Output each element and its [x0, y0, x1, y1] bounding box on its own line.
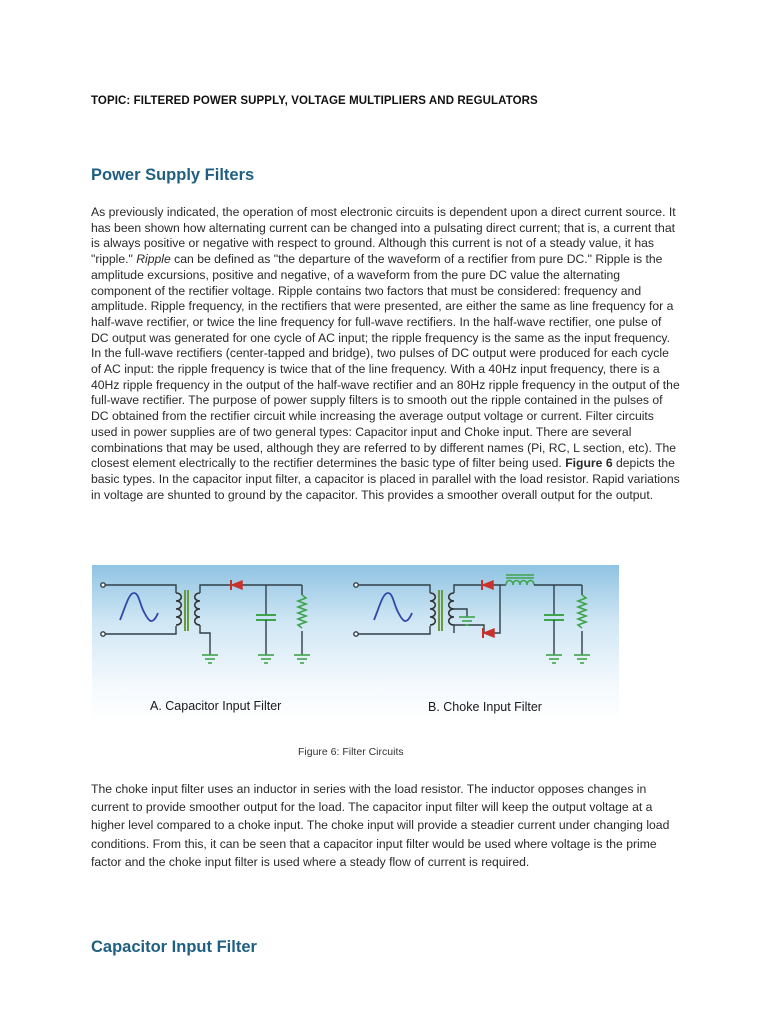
ripple-term: Ripple: [136, 252, 171, 267]
figure-label-capacitor-input-filter: A. Capacitor Input Filter: [150, 699, 282, 713]
document-topic: TOPIC: FILTERED POWER SUPPLY, VOLTAGE MULTIPLIERS AND REGULATORS: [91, 95, 538, 107]
filter-circuits-figure: [92, 565, 619, 724]
paragraph-text: As previously indicated, the operation of most electronic circuits is dependent upon a direct current source. It has been shown how alternating current can be changed into a pulsating direct current; that is, a current that is always positive or negative with respect to ground. Although this current is not of a steady value, it has "ripple.": [91, 205, 676, 267]
section-heading-power-supply-filters: Power Supply Filters: [91, 166, 255, 184]
paragraph-text: can be defined as "the departure of the waveform of a rectifier from pure DC." Ripple is the amplitude excursions, positive and negative, of a waveform from the pure DC value the alternating component of the rectifier voltage. Ripple contains two factors that must be considered: frequency and amplitude. Ripple frequency, in the rectifiers that were presented, are either the same as line frequency for a half-wave rectifier, or twice the line frequency for full-wave rectifiers. In the half-wave rectifier, one pulse of DC output was generated for one cycle of AC input; the ripple frequency is the same as the input frequency. In the full-wave rectifiers (center-tapped and bridge), two pulses of DC output were produced for each cycle of AC input: the ripple frequency is twice that of the line frequency. With a 40Hz input frequency, there is a 40Hz ripple frequency in the output of the half-wave rectifier and an 80Hz ripple frequency in the output of the full-wave rectifier. The purpose of power supply filters is to smooth out the ripple contained in the pulses of DC obtained from the rectifier circuit while increasing the average output voltage or current. Filter circuits used in power supplies are of two general types: Capacitor input and Choke input. There are several combinations that may be used, although they are referred to by different names (Pi, RC, L section, etc). The closest element electrically to the rectifier determines the basic type of filter being used.: [91, 252, 680, 471]
figure-reference: Figure 6: [565, 456, 613, 471]
figure-label-choke-input-filter: B. Choke Input Filter: [428, 700, 542, 714]
paragraph-ripple-intro: [91, 205, 681, 503]
paragraph-text: depicts the basic types. In the capacitor input filter, a capacitor is placed in parallel with the load resistor. Rapid variations in voltage are shunted to ground by the capacitor. This provides a smoother overall output for the output.: [91, 456, 680, 502]
paragraph-choke-vs-capacitor: The choke input filter uses an inductor in series with the load resistor. The inductor opposes changes in current to provide smoother output for the load. The capacitor input filter will keep the output voltage at a higher level compared to a choke input. The choke input will provide a steadier current under changing load conditions. From this, it can be seen that a capacitor input filter would be used where voltage is the prime factor and the choke input filter is used where a steady flow of current is required.: [91, 782, 670, 869]
section-heading-capacitor-input-filter: Capacitor Input Filter: [91, 938, 257, 956]
figure-caption: Figure 6: Filter Circuits: [298, 746, 404, 758]
